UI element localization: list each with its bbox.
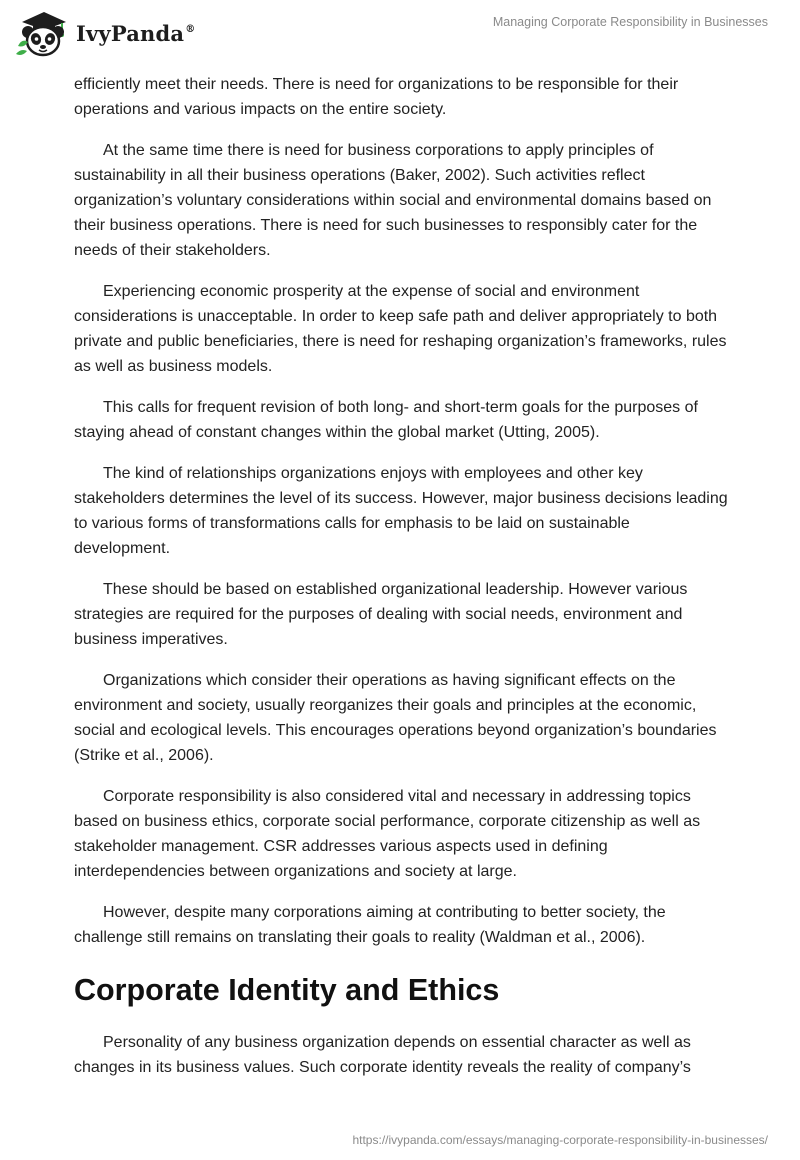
section-heading: Corporate Identity and Ethics <box>74 973 500 1007</box>
brand-name: IvyPanda® <box>76 20 196 46</box>
paragraph: The kind of relationships organizations enjoys with employees and other key stakeholders determines the level of its success. However, major business decisions leading to various forms of transformations calls for emphasis to be laid on sustainable development. <box>74 465 728 557</box>
ivypanda-logo[interactable] <box>14 8 195 58</box>
paragraph: Corporate responsibility is also considered vital and necessary in addressing topics based on business ethics, corporate social performance, corporate citizenship as well as stakeholder management. CSR addresses various aspects used in defining interdependencies between organizations and society at large. <box>74 788 701 880</box>
essay-body <box>74 72 730 1096</box>
running-title: Managing Corporate Responsibility in Businesses <box>492 15 768 29</box>
paragraph: At the same time there is need for business corporations to apply principles of sustainability in all their business operations (Baker, 2002). Such activities reflect organization’s voluntary considerations within social and environmental domains based on their business operations. There is need for such businesses to responsibly cater for the needs of their stakeholders. <box>74 142 712 259</box>
paragraph: However, despite many corporations aiming at contributing to better society, the challenge still remains on translating their goals to reality (Waldman et al., 2006). <box>74 904 666 946</box>
page-header <box>0 0 800 64</box>
paragraph-continued: efficiently meet their needs. There is need for organizations to be responsible for their operations and various impacts on the entire society. <box>74 76 679 118</box>
source-url[interactable]: https://ivypanda.com/essays/managing-corporate-responsibility-in-businesses/ <box>352 1133 768 1147</box>
paragraph: These should be based on established organizational leadership. However various strategies are required for the purposes of dealing with social needs, environment and business imperatives. <box>74 581 688 648</box>
paragraph: Experiencing economic prosperity at the expense of social and environment considerations is unacceptable. In order to keep safe path and deliver appropriately to both private and public beneficiaries, there is need for reshaping organization’s frameworks, rules as well as business models. <box>74 283 727 375</box>
paragraph: This calls for frequent revision of both long- and short-term goals for the purposes of staying ahead of constant changes within the global market (Utting, 2005). <box>74 399 698 441</box>
paragraph: Organizations which consider their operations as having significant effects on the environment and society, usually reorganizes their goals and principles at the economic, social and ecological levels. This encourages operations beyond organization’s boundaries (Strike et al., 2006). <box>74 672 717 764</box>
panda-graduation-cap-icon <box>14 8 70 58</box>
paragraph: Personality of any business organization depends on essential character as well as changes in its business values. Such corporate identity reveals the reality of company’s <box>74 1034 691 1076</box>
